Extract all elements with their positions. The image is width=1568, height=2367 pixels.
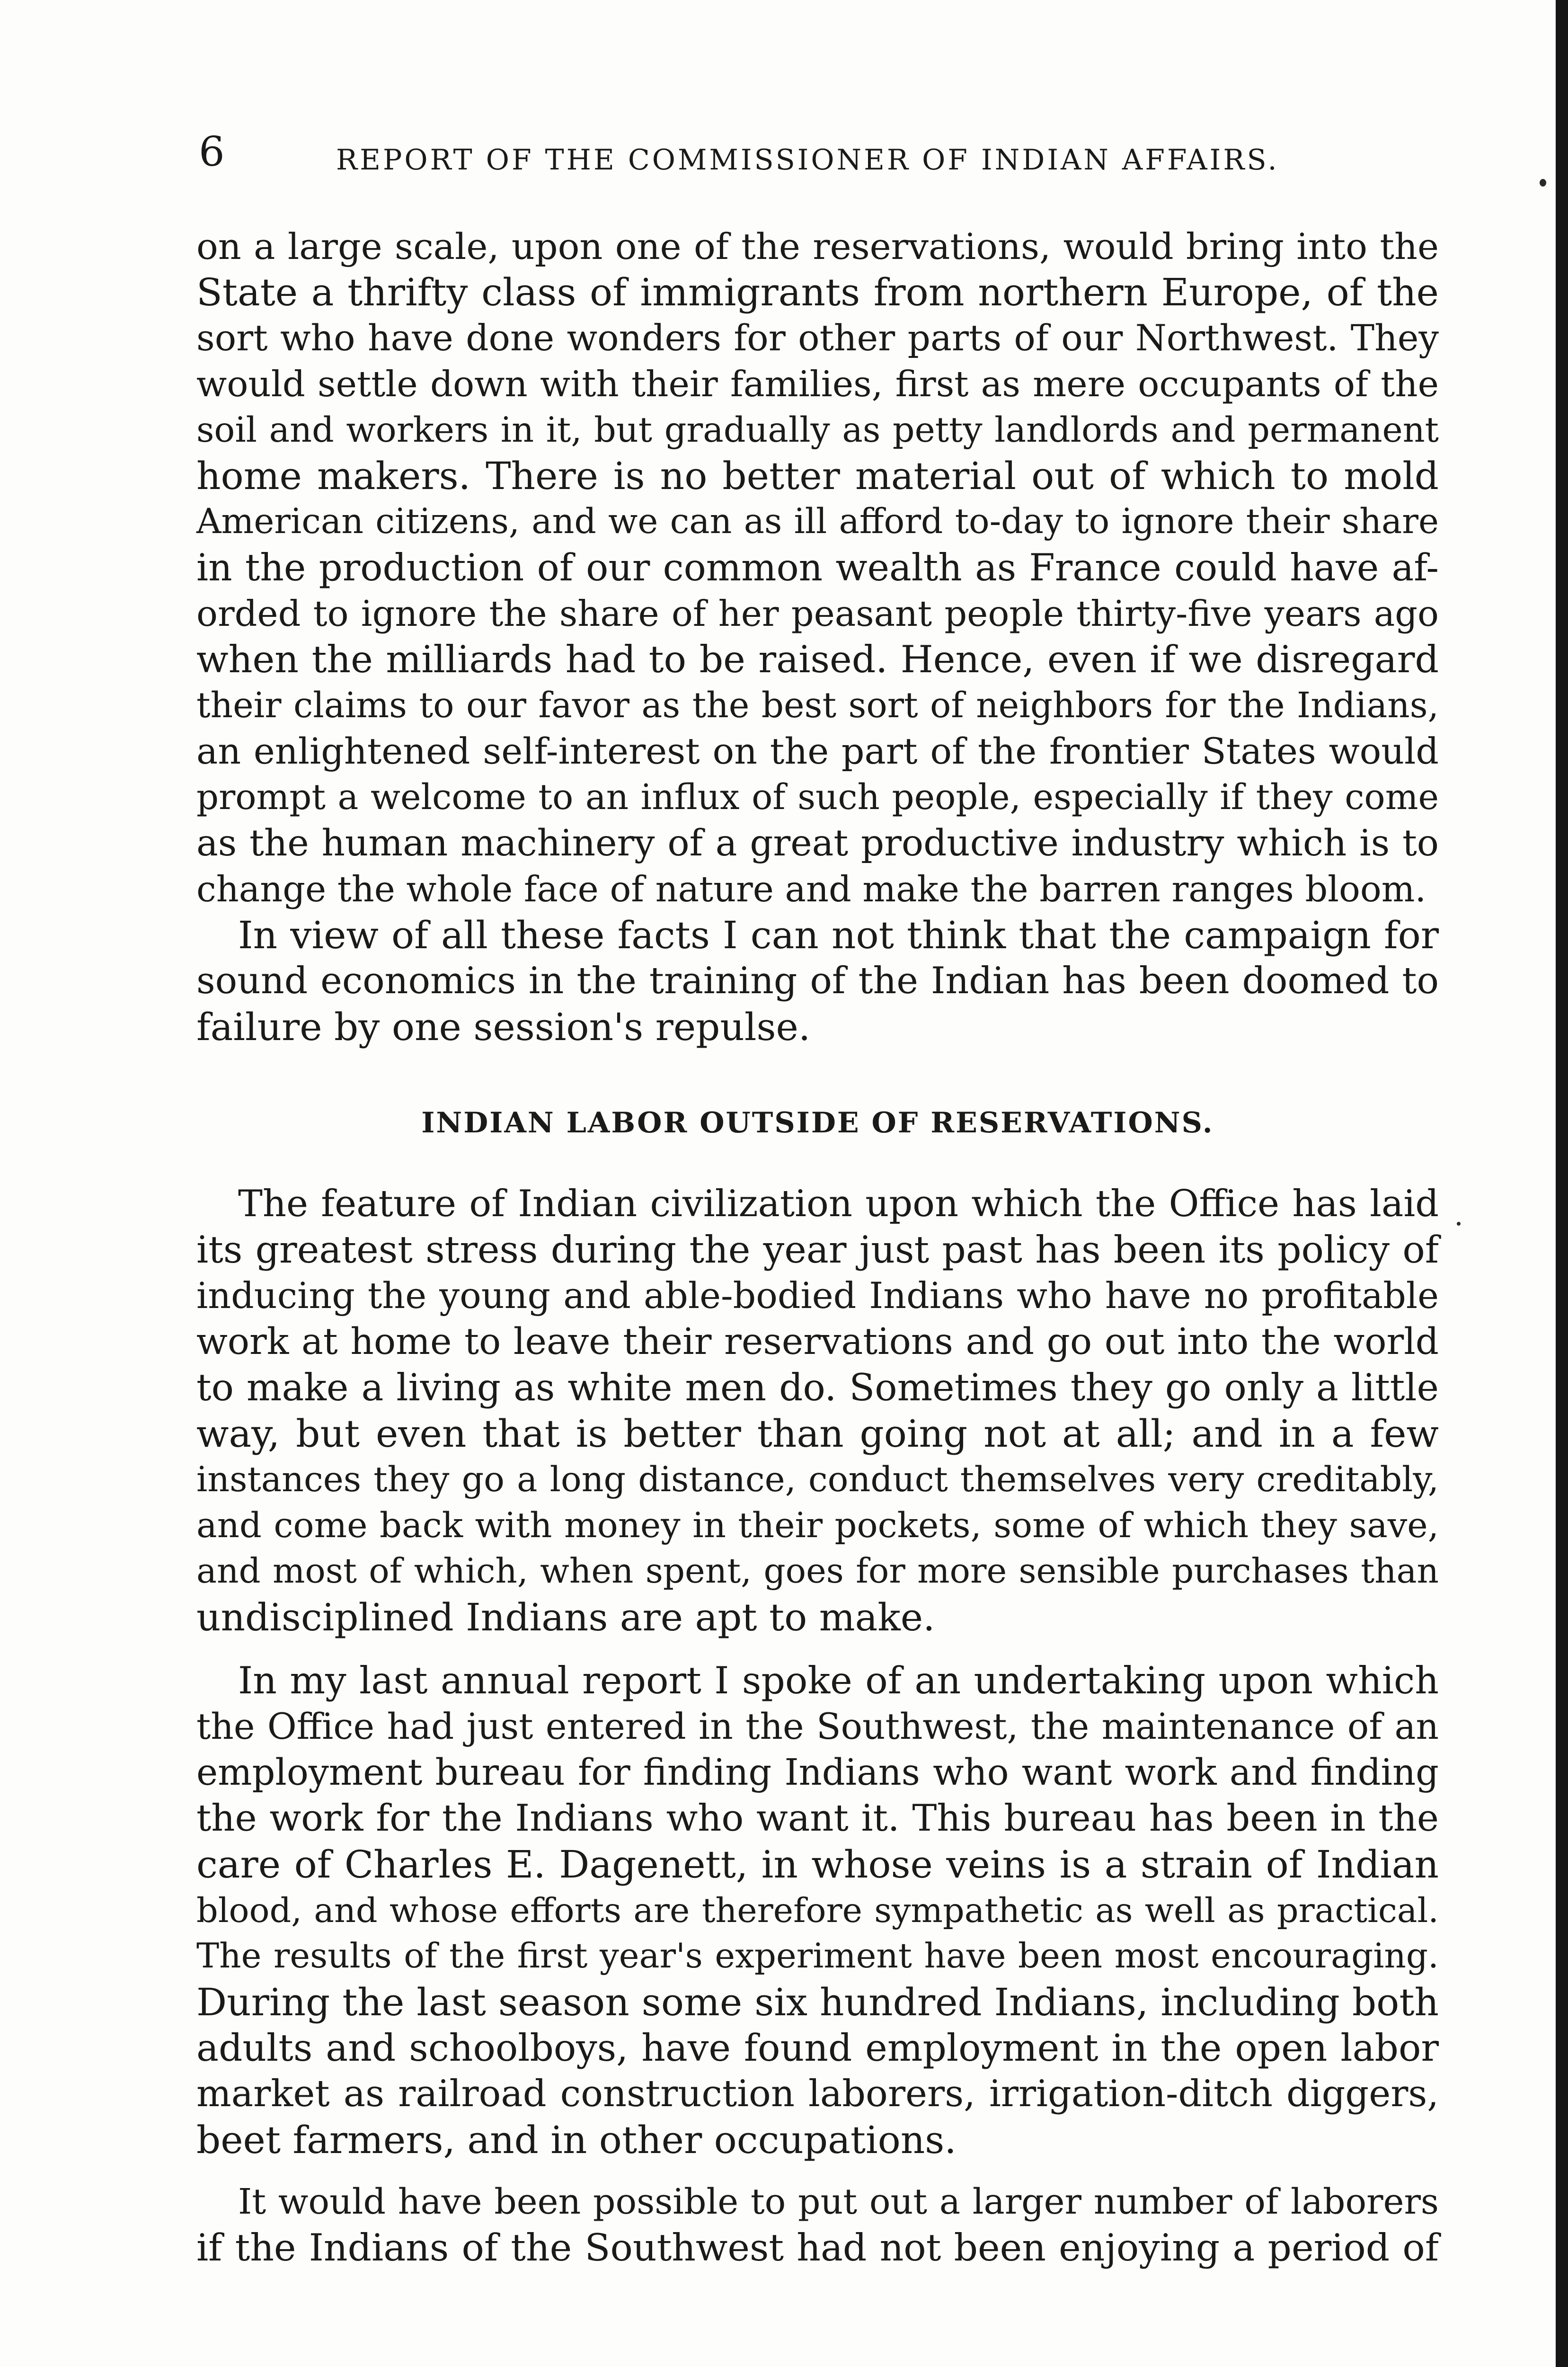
text-line: their claims to our favor as the best sort of neighbors for the Indians, xyxy=(196,685,1439,726)
paragraph-feature xyxy=(196,1181,1439,1640)
section-heading: INDIAN LABOR OUTSIDE OF RESERVATIONS. xyxy=(421,1106,1214,1139)
text-line: sort who have done wonders for other parts of our Northwest. They xyxy=(196,317,1439,359)
text-line: change the whole face of nature and make the barren ranges bloom. xyxy=(196,869,1426,910)
text-line: way, but even that is better than going not at all; and in a few xyxy=(196,1412,1439,1456)
text-line: In my last annual report I spoke of an undertaking upon which xyxy=(238,1659,1439,1702)
text-line: market as railroad construction laborers, irrigation-ditch diggers, xyxy=(196,2073,1439,2115)
page-header xyxy=(199,127,1429,179)
text-line: beet farmers, and in other occupations. xyxy=(196,2118,957,2162)
text-line: soil and workers in it, but gradually as petty landlords and permanent xyxy=(196,410,1439,450)
text-line: It would have been possible to put out a larger number of laborers xyxy=(238,2181,1439,2222)
scan-speck xyxy=(1540,179,1546,187)
text-line: inducing the young and able-bodied Indians who have no profitable xyxy=(196,1275,1439,1317)
running-head: REPORT OF THE COMMISSIONER OF INDIAN AFFAIRS. xyxy=(336,143,1279,177)
text-line: work at home to leave their reservations and go out into the world xyxy=(196,1321,1439,1363)
text-line: on a large scale, upon one of the reservations, would bring into the xyxy=(196,225,1439,267)
text-line: an enlightened self-interest on the part of the frontier States would xyxy=(196,730,1439,772)
text-line: when the milliards had to be raised. Hence, even if we disregard xyxy=(196,638,1439,681)
text-line: to make a living as white men do. Sometimes they go only a little xyxy=(196,1366,1439,1409)
text-line: employment bureau for finding Indians who want work and finding xyxy=(196,1752,1439,1794)
text-line: home makers. There is no better material out of which to mold xyxy=(196,454,1439,498)
text-line: blood, and whose efforts are therefore sympathetic as well as practical. xyxy=(196,1891,1439,1930)
paragraph-continued xyxy=(196,223,1439,912)
page-number: 6 xyxy=(199,128,225,176)
text-line: if the Indians of the Southwest had not been enjoying a period of xyxy=(196,2226,1439,2269)
text-line: in the production of our common wealth as France could have af- xyxy=(196,546,1439,589)
text-line: adults and schoolboys, have found employment in the open labor xyxy=(196,2026,1439,2070)
text-line: the Office had just entered in the Southwest, the maintenance of an xyxy=(196,1706,1439,1747)
text-line: prompt a welcome to an influx of such people, especially if they come xyxy=(196,777,1439,818)
text-line: During the last season some six hundred Indians, including both xyxy=(196,1980,1439,2024)
text-line: the work for the Indians who want it. This bureau has been in the xyxy=(196,1797,1439,1840)
text-line: and come back with money in their pockets, some of which they save, xyxy=(196,1505,1439,1546)
scan-edge-right xyxy=(1556,0,1568,2367)
text-line: orded to ignore the share of her peasant people thirty-five years ago xyxy=(196,593,1439,634)
text-line: The feature of Indian civilization upon which the Office has laid xyxy=(238,1183,1439,1225)
text-line: sound economics in the training of the Indian has been doomed to xyxy=(196,960,1439,1002)
text-line: State a thrifty class of immigrants from northern Europe, of the xyxy=(196,270,1439,314)
text-line: American citizens, and we can as ill afford to-day to ignore their share xyxy=(196,502,1439,542)
text-line: its greatest stress during the year just past has been its policy of xyxy=(196,1228,1439,1272)
text-line: care of Charles E. Dagenett, in whose veins is a strain of Indian xyxy=(196,1842,1439,1886)
text-line: The results of the first year's experiment have been most encouraging. xyxy=(196,1936,1439,1976)
text-line: instances they go a long distance, conduct themselves very creditably, xyxy=(196,1459,1439,1500)
text-line: and most of which, when spent, goes for more sensible purchases than xyxy=(196,1551,1439,1591)
text-line: would settle down with their families, first as mere occupants of the xyxy=(196,363,1439,405)
text-line: In view of all these facts I can not think that the campaign for xyxy=(238,913,1439,957)
paragraph-annual-report xyxy=(196,1658,1439,2163)
text-line: as the human machinery of a great productive industry which is to xyxy=(196,822,1439,864)
paragraph-larger-number xyxy=(196,2179,1439,2271)
scan-speck xyxy=(1457,1222,1461,1226)
text-line: failure by one session's repulse. xyxy=(196,1005,811,1049)
text-line: undisciplined Indians are apt to make. xyxy=(196,1595,935,1639)
paragraph-view-of-facts xyxy=(196,912,1439,1050)
